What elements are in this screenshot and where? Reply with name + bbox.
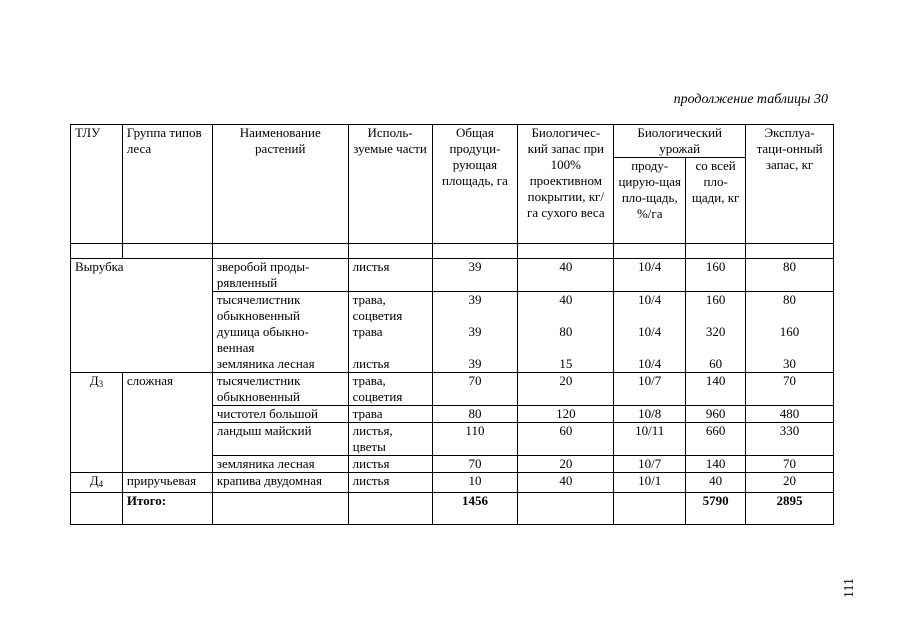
whole-cell: 160 (686, 259, 746, 292)
total-whole: 5790 (686, 493, 746, 525)
whole-cell: 140 (686, 456, 746, 473)
area-cell: 110 (432, 423, 518, 456)
whole-cell: 160 (686, 292, 746, 325)
header-group: Группа типов леса (122, 125, 212, 244)
exploit-cell: 20 (746, 473, 834, 493)
data-table (70, 124, 834, 525)
header-area: Общая продуци-рующая площадь, га (432, 125, 518, 244)
tlu-cell: $Д_4$ (71, 473, 123, 493)
stock-cell: 40 (518, 473, 614, 493)
exploit-cell: 160 (746, 324, 834, 356)
prod-cell: 10/4 (614, 259, 686, 292)
whole-cell: 960 (686, 406, 746, 423)
header-parts: Исполь-зуемые части (348, 125, 432, 244)
area-cell: 10 (432, 473, 518, 493)
header-bio-yield: Биологический урожай (614, 125, 746, 158)
header-exploit: Эксплуа-таци-онный запас, кг (746, 125, 834, 244)
group-cell: приручьевая (122, 473, 212, 493)
exploit-cell: 80 (746, 292, 834, 325)
stock-cell: 20 (518, 373, 614, 406)
plant-cell: земляника лесная (212, 456, 348, 473)
header-bio-stock: Биологичес-кий запас при 100% проективном покрытии, кг/га сухого веса (518, 125, 614, 244)
stock-cell: 40 (518, 292, 614, 325)
plant-cell: зверобой проды-рявленный (212, 259, 348, 292)
total-exploit: 2895 (746, 493, 834, 525)
exploit-cell: 80 (746, 259, 834, 292)
table-row (71, 292, 834, 325)
exploit-cell: 30 (746, 356, 834, 373)
plant-cell: тысячелистник обыкновенный (212, 373, 348, 406)
stock-cell: 20 (518, 456, 614, 473)
parts-cell: трава (348, 324, 432, 356)
exploit-cell: 70 (746, 456, 834, 473)
total-label: Итого: (122, 493, 212, 525)
parts-cell: листья (348, 456, 432, 473)
prod-cell: 10/4 (614, 292, 686, 325)
plant-cell: чистотел большой (212, 406, 348, 423)
plant-cell: душица обыкно-венная (212, 324, 348, 356)
header-tlu: ТЛУ (71, 125, 123, 244)
plant-cell: тысячелистник обыкновенный (212, 292, 348, 325)
exploit-cell: 330 (746, 423, 834, 456)
prod-cell: 10/7 (614, 456, 686, 473)
area-cell: 39 (432, 356, 518, 373)
table-row (71, 373, 834, 406)
table-row (71, 473, 834, 493)
whole-cell: 40 (686, 473, 746, 493)
whole-cell: 320 (686, 324, 746, 356)
whole-cell: 140 (686, 373, 746, 406)
prod-cell: 10/8 (614, 406, 686, 423)
plant-cell: земляника лесная (212, 356, 348, 373)
plant-cell: ландыш майский (212, 423, 348, 456)
parts-cell: листья (348, 259, 432, 292)
parts-cell: листья (348, 356, 432, 373)
table-row (71, 259, 834, 292)
header-prod-area: проду-цирую-щая пло-щадь, %/га (614, 158, 686, 244)
prod-cell: 10/1 (614, 473, 686, 493)
exploit-cell: 70 (746, 373, 834, 406)
table-caption: продолжение таблицы 30 (673, 92, 828, 107)
total-area: 1456 (432, 493, 518, 525)
group-cell: сложная (122, 373, 212, 473)
area-cell: 39 (432, 259, 518, 292)
prod-cell: 10/4 (614, 356, 686, 373)
stock-cell: 15 (518, 356, 614, 373)
area-cell: 80 (432, 406, 518, 423)
parts-cell: листья (348, 473, 432, 493)
area-cell: 39 (432, 292, 518, 325)
parts-cell: листья, цветы (348, 423, 432, 456)
parts-cell: трава (348, 406, 432, 423)
plant-cell: крапива двудомная (212, 473, 348, 493)
parts-cell: трава, соцветия (348, 373, 432, 406)
stock-cell: 80 (518, 324, 614, 356)
whole-cell: 60 (686, 356, 746, 373)
whole-cell: 660 (686, 423, 746, 456)
parts-cell: трава, соцветия (348, 292, 432, 325)
prod-cell: 10/11 (614, 423, 686, 456)
stock-cell: 60 (518, 423, 614, 456)
area-cell: 70 (432, 373, 518, 406)
area-cell: 70 (432, 456, 518, 473)
stock-cell: 120 (518, 406, 614, 423)
tlu-cell: Вырубка (71, 259, 213, 292)
page-number: 111 (842, 578, 857, 598)
prod-cell: 10/7 (614, 373, 686, 406)
header-whole-area: со всей пло-щади, кг (686, 158, 746, 244)
area-cell: 39 (432, 324, 518, 356)
header-plant: Наименование растений (212, 125, 348, 244)
tlu-cell: $Д_3$ (71, 373, 123, 473)
exploit-cell: 480 (746, 406, 834, 423)
prod-cell: 10/4 (614, 324, 686, 356)
total-row (71, 493, 834, 525)
spacer-row (71, 244, 834, 259)
stock-cell: 40 (518, 259, 614, 292)
